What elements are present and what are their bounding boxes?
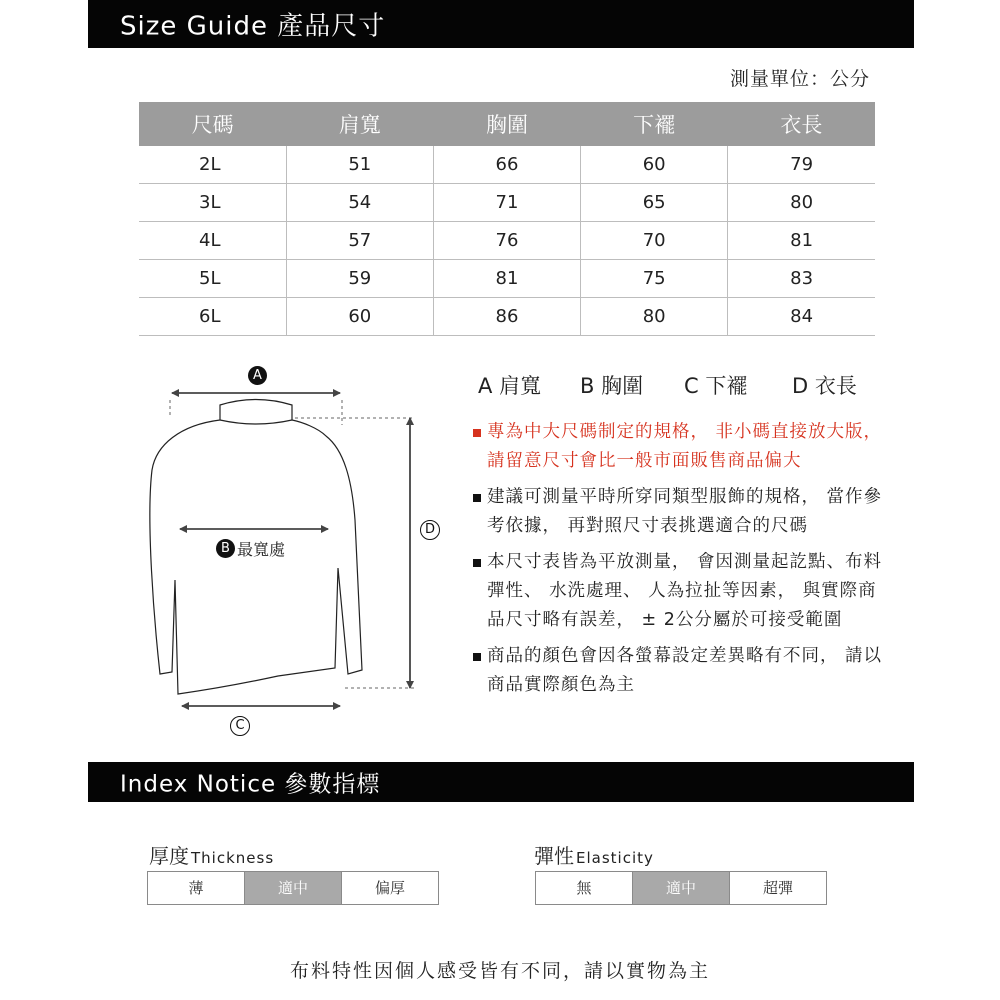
table-cell: 79	[728, 146, 875, 184]
measurement-unit-label: 測量單位：公分	[729, 68, 870, 90]
thickness-option: 偏厚	[341, 872, 438, 904]
legend-length: D 衣長	[792, 374, 857, 398]
table-cell: 65	[581, 184, 728, 222]
elasticity-label-en: Elasticity	[576, 849, 654, 867]
marker-d: D	[420, 520, 440, 540]
elasticity-option: 無	[536, 872, 632, 904]
header-chest: 胸圍	[433, 102, 580, 146]
table-cell: 75	[581, 260, 728, 298]
table-cell: 80	[728, 184, 875, 222]
index-notice-bar	[88, 762, 914, 802]
size-notes	[472, 418, 892, 707]
table-cell: 60	[581, 146, 728, 184]
header-shoulder: 肩寬	[286, 102, 433, 146]
measure-guides	[170, 400, 414, 688]
elasticity-option-selected: 適中	[632, 872, 729, 904]
size-guide-title: Size Guide 產品尺寸	[120, 11, 386, 42]
index-notice-title: Index Notice 參數指標	[120, 771, 381, 798]
note-item	[472, 548, 892, 635]
table-cell: 3L	[139, 184, 286, 222]
table-cell: 83	[728, 260, 875, 298]
table-cell: 71	[433, 184, 580, 222]
marker-c: C	[230, 716, 250, 736]
marker-a: A	[248, 366, 267, 385]
table-cell: 70	[581, 222, 728, 260]
table-cell: 6L	[139, 298, 286, 336]
note-item	[472, 642, 892, 700]
table-cell: 80	[581, 298, 728, 336]
table-cell: 84	[728, 298, 875, 336]
legend-shoulder: A 肩寬	[478, 374, 542, 398]
note-text: 專為中大尺碼制定的規格， 非小碼直接放大版， 請留意尺寸會比一般市面販售商品偏大	[487, 422, 883, 471]
elasticity-label-zh: 彈性	[534, 844, 574, 868]
header-size: 尺碼	[139, 102, 286, 146]
widest-point-text: 最寬處	[237, 540, 286, 559]
table-cell: 81	[728, 222, 875, 260]
measure-arrows	[172, 393, 410, 706]
thickness-gauge	[147, 871, 439, 905]
table-cell: 54	[286, 184, 433, 222]
table-cell: 57	[286, 222, 433, 260]
table-cell: 4L	[139, 222, 286, 260]
header-length: 衣長	[728, 102, 875, 146]
bullet-square-icon	[473, 494, 481, 502]
elasticity-gauge	[535, 871, 827, 905]
note-text: 商品的顏色會因各螢幕設定差異略有不同， 請以商品實際顏色為主	[487, 646, 883, 695]
elasticity-option: 超彈	[729, 872, 826, 904]
legend-chest: B 胸圍	[580, 374, 644, 398]
thickness-label-zh: 厚度	[149, 844, 189, 868]
note-text: 本尺寸表皆為平放測量， 會因測量起訖點、布料彈性、 水洗處理、 人為拉扯等因素， 與實際商品尺寸略有誤差， ± 2公分屬於可接受範圍	[487, 552, 883, 630]
table-cell: 81	[433, 260, 580, 298]
elasticity-label	[534, 840, 654, 869]
bullet-square-icon	[473, 559, 481, 567]
thickness-label-en: Thickness	[191, 849, 275, 867]
table-cell: 60	[286, 298, 433, 336]
chest-widest-label	[216, 537, 285, 560]
table-cell: 66	[433, 146, 580, 184]
note-item	[472, 483, 892, 541]
table-cell: 59	[286, 260, 433, 298]
table-cell: 76	[433, 222, 580, 260]
table-cell: 2L	[139, 146, 286, 184]
table-cell: 86	[433, 298, 580, 336]
note-text: 建議可測量平時所穿同類型服飾的規格， 當作參考依據， 再對照尺寸表挑選適合的尺碼	[487, 487, 883, 536]
thickness-option: 薄	[148, 872, 244, 904]
thickness-label	[149, 840, 274, 869]
note-item	[472, 418, 892, 476]
legend-hem: C 下襬	[684, 374, 748, 398]
bullet-square-icon	[473, 429, 481, 437]
bullet-square-icon	[473, 653, 481, 661]
marker-b: B	[216, 539, 235, 558]
header-hem: 下襬	[581, 102, 728, 146]
table-cell: 51	[286, 146, 433, 184]
thickness-option-selected: 適中	[244, 872, 341, 904]
table-cell: 5L	[139, 260, 286, 298]
footer-note: 布料特性因個人感受皆有不同，請以實物為主	[289, 960, 710, 982]
